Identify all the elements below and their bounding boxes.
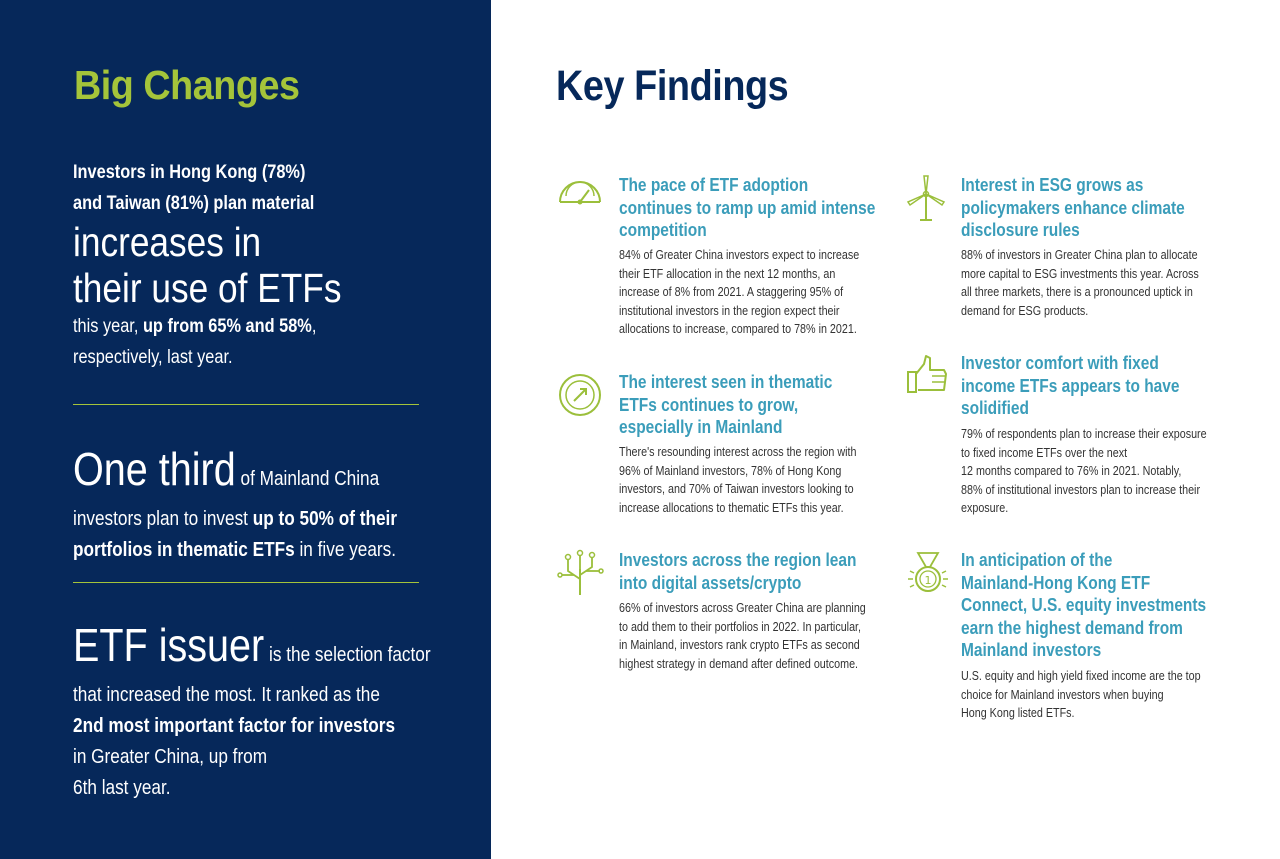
- finding-body-line: institutional investors in the region expect their: [619, 303, 840, 318]
- thumbs-up-icon: [904, 352, 952, 400]
- finding-title-line: Interest in ESG grows as: [961, 175, 1144, 195]
- finding-body-line: 96% of Mainland investors, 78% of Hong Kong: [619, 463, 842, 478]
- big-changes-panel: [0, 0, 491, 859]
- finding-title-line: The pace of ETF adoption: [619, 175, 809, 195]
- finding-body-line: to fixed income ETFs over the next: [961, 445, 1128, 460]
- finding-title-line: competition: [619, 220, 707, 240]
- big-changes-title: Big Changes: [74, 62, 300, 108]
- finding-title-line: policymakers enhance climate: [961, 197, 1185, 218]
- highlight-text: One third: [73, 443, 236, 495]
- body-text: investors plan to invest: [73, 508, 253, 530]
- change-block-thematic: [73, 443, 433, 566]
- finding-title-line: Mainland-Hong Kong ETF: [961, 572, 1151, 593]
- highlight-line: increases in: [73, 219, 262, 265]
- finding-body-line: exposure.: [961, 501, 1009, 515]
- finding-body-line: choice for Mainland investors when buying: [961, 687, 1164, 702]
- body-bold-text: up from 65% and 58%: [142, 316, 312, 337]
- body-text: respectively, last year.: [73, 347, 233, 368]
- finding-title-line: especially in Mainland: [619, 417, 783, 437]
- finding-body-line: Hong Kong listed ETFs.: [961, 706, 1075, 720]
- finding-title-line: income ETFs appears to have: [961, 375, 1180, 396]
- finding-title-line: solidified: [961, 398, 1029, 418]
- body-bold-text: up to 50% of their: [252, 508, 398, 530]
- body-bold-text: 2nd most important factor for investors: [73, 715, 396, 737]
- body-text: that increased the most. It ranked as the: [73, 684, 380, 706]
- finding-body-line: 79% of respondents plan to increase their exposure: [961, 427, 1207, 441]
- finding-body-line: more capital to ESG investments this year. Across: [961, 266, 1199, 281]
- finding-body-line: 12 months compared to 76% in 2021. Notably,: [961, 464, 1182, 478]
- body-bold-text: portfolios in thematic ETFs: [73, 539, 295, 561]
- finding-body-line: 88% of investors in Greater China plan to allocate: [961, 248, 1198, 262]
- compass-icon: [556, 371, 604, 419]
- finding-title-line: Investor comfort with fixed: [961, 353, 1159, 373]
- divider: [73, 404, 419, 405]
- divider: [73, 582, 419, 583]
- finding-body-line: highest strategy in demand after defined outcome.: [619, 656, 859, 671]
- finding-body-line: U.S. equity and high yield fixed income are the top: [961, 669, 1201, 683]
- finding-title-line: The interest seen in thematic: [619, 372, 833, 392]
- svg-text:1: 1: [924, 574, 932, 587]
- body-text: in Greater China, up from: [73, 746, 268, 768]
- finding-title-line: into digital assets/crypto: [619, 572, 802, 593]
- finding-title-line: earn the highest demand from: [961, 617, 1183, 638]
- finding-title-line: ETFs continues to grow,: [619, 394, 799, 415]
- finding-body-line: 84% of Greater China investors expect to increase: [619, 248, 860, 262]
- finding-title-line: In anticipation of the: [961, 550, 1113, 570]
- finding-body-line: in Mainland, investors rank crypto ETFs as second: [619, 638, 860, 652]
- body-text: is the selection factor: [264, 644, 431, 666]
- finding-title-line: Mainland investors: [961, 640, 1102, 660]
- highlight-text: ETF issuer: [73, 619, 265, 671]
- finding-body-line: There's resounding interest across the region with: [619, 445, 857, 459]
- highlight-line: their use of ETFs: [73, 265, 342, 311]
- finding-body-line: demand for ESG products.: [961, 303, 1089, 318]
- change-block-etf-use: [73, 157, 433, 373]
- lead-line: and Taiwan (81%) plan material: [73, 193, 315, 214]
- medal-icon: [904, 549, 952, 597]
- finding-title-line: Connect, U.S. equity investments: [961, 595, 1207, 615]
- circuit-tree-icon: [556, 549, 604, 597]
- key-findings-title: Key Findings: [556, 62, 789, 110]
- finding-title-line: disclosure rules: [961, 220, 1080, 240]
- finding-body-line: their ETF allocation in the next 12 months, an: [619, 266, 836, 281]
- finding-body-line: 66% of investors across Greater China are planning: [619, 601, 866, 615]
- body-text: ,: [311, 316, 317, 337]
- wind-turbine-icon: [902, 174, 950, 222]
- finding-body-line: allocations to increase, compared to 78% in 2021.: [619, 322, 857, 336]
- finding-title-line: Investors across the region lean: [619, 550, 857, 570]
- body-text: 6th last year.: [73, 777, 171, 799]
- finding-body-line: increase allocations to thematic ETFs this year.: [619, 500, 844, 515]
- body-text: of Mainland China: [235, 468, 380, 490]
- finding-body-line: 88% of institutional investors plan to increase their: [961, 482, 1201, 497]
- lead-line: Investors in Hong Kong (78%): [73, 162, 306, 183]
- finding-body-line: increase of 8% from 2021. A staggering 95% of: [619, 285, 844, 299]
- change-block-issuer: [73, 619, 433, 804]
- speedometer-icon: [556, 174, 604, 222]
- body-text: in five years.: [294, 539, 397, 561]
- finding-body-line: investors, and 70% of Taiwan investors looking to: [619, 482, 854, 496]
- finding-body-line: all three markets, there is a pronounced uptick in: [961, 285, 1193, 299]
- finding-body-line: to add them to their portfolios in 2022. In particular,: [619, 619, 862, 634]
- body-text: this year,: [73, 316, 143, 337]
- finding-title-line: continues to ramp up amid intense: [619, 197, 876, 218]
